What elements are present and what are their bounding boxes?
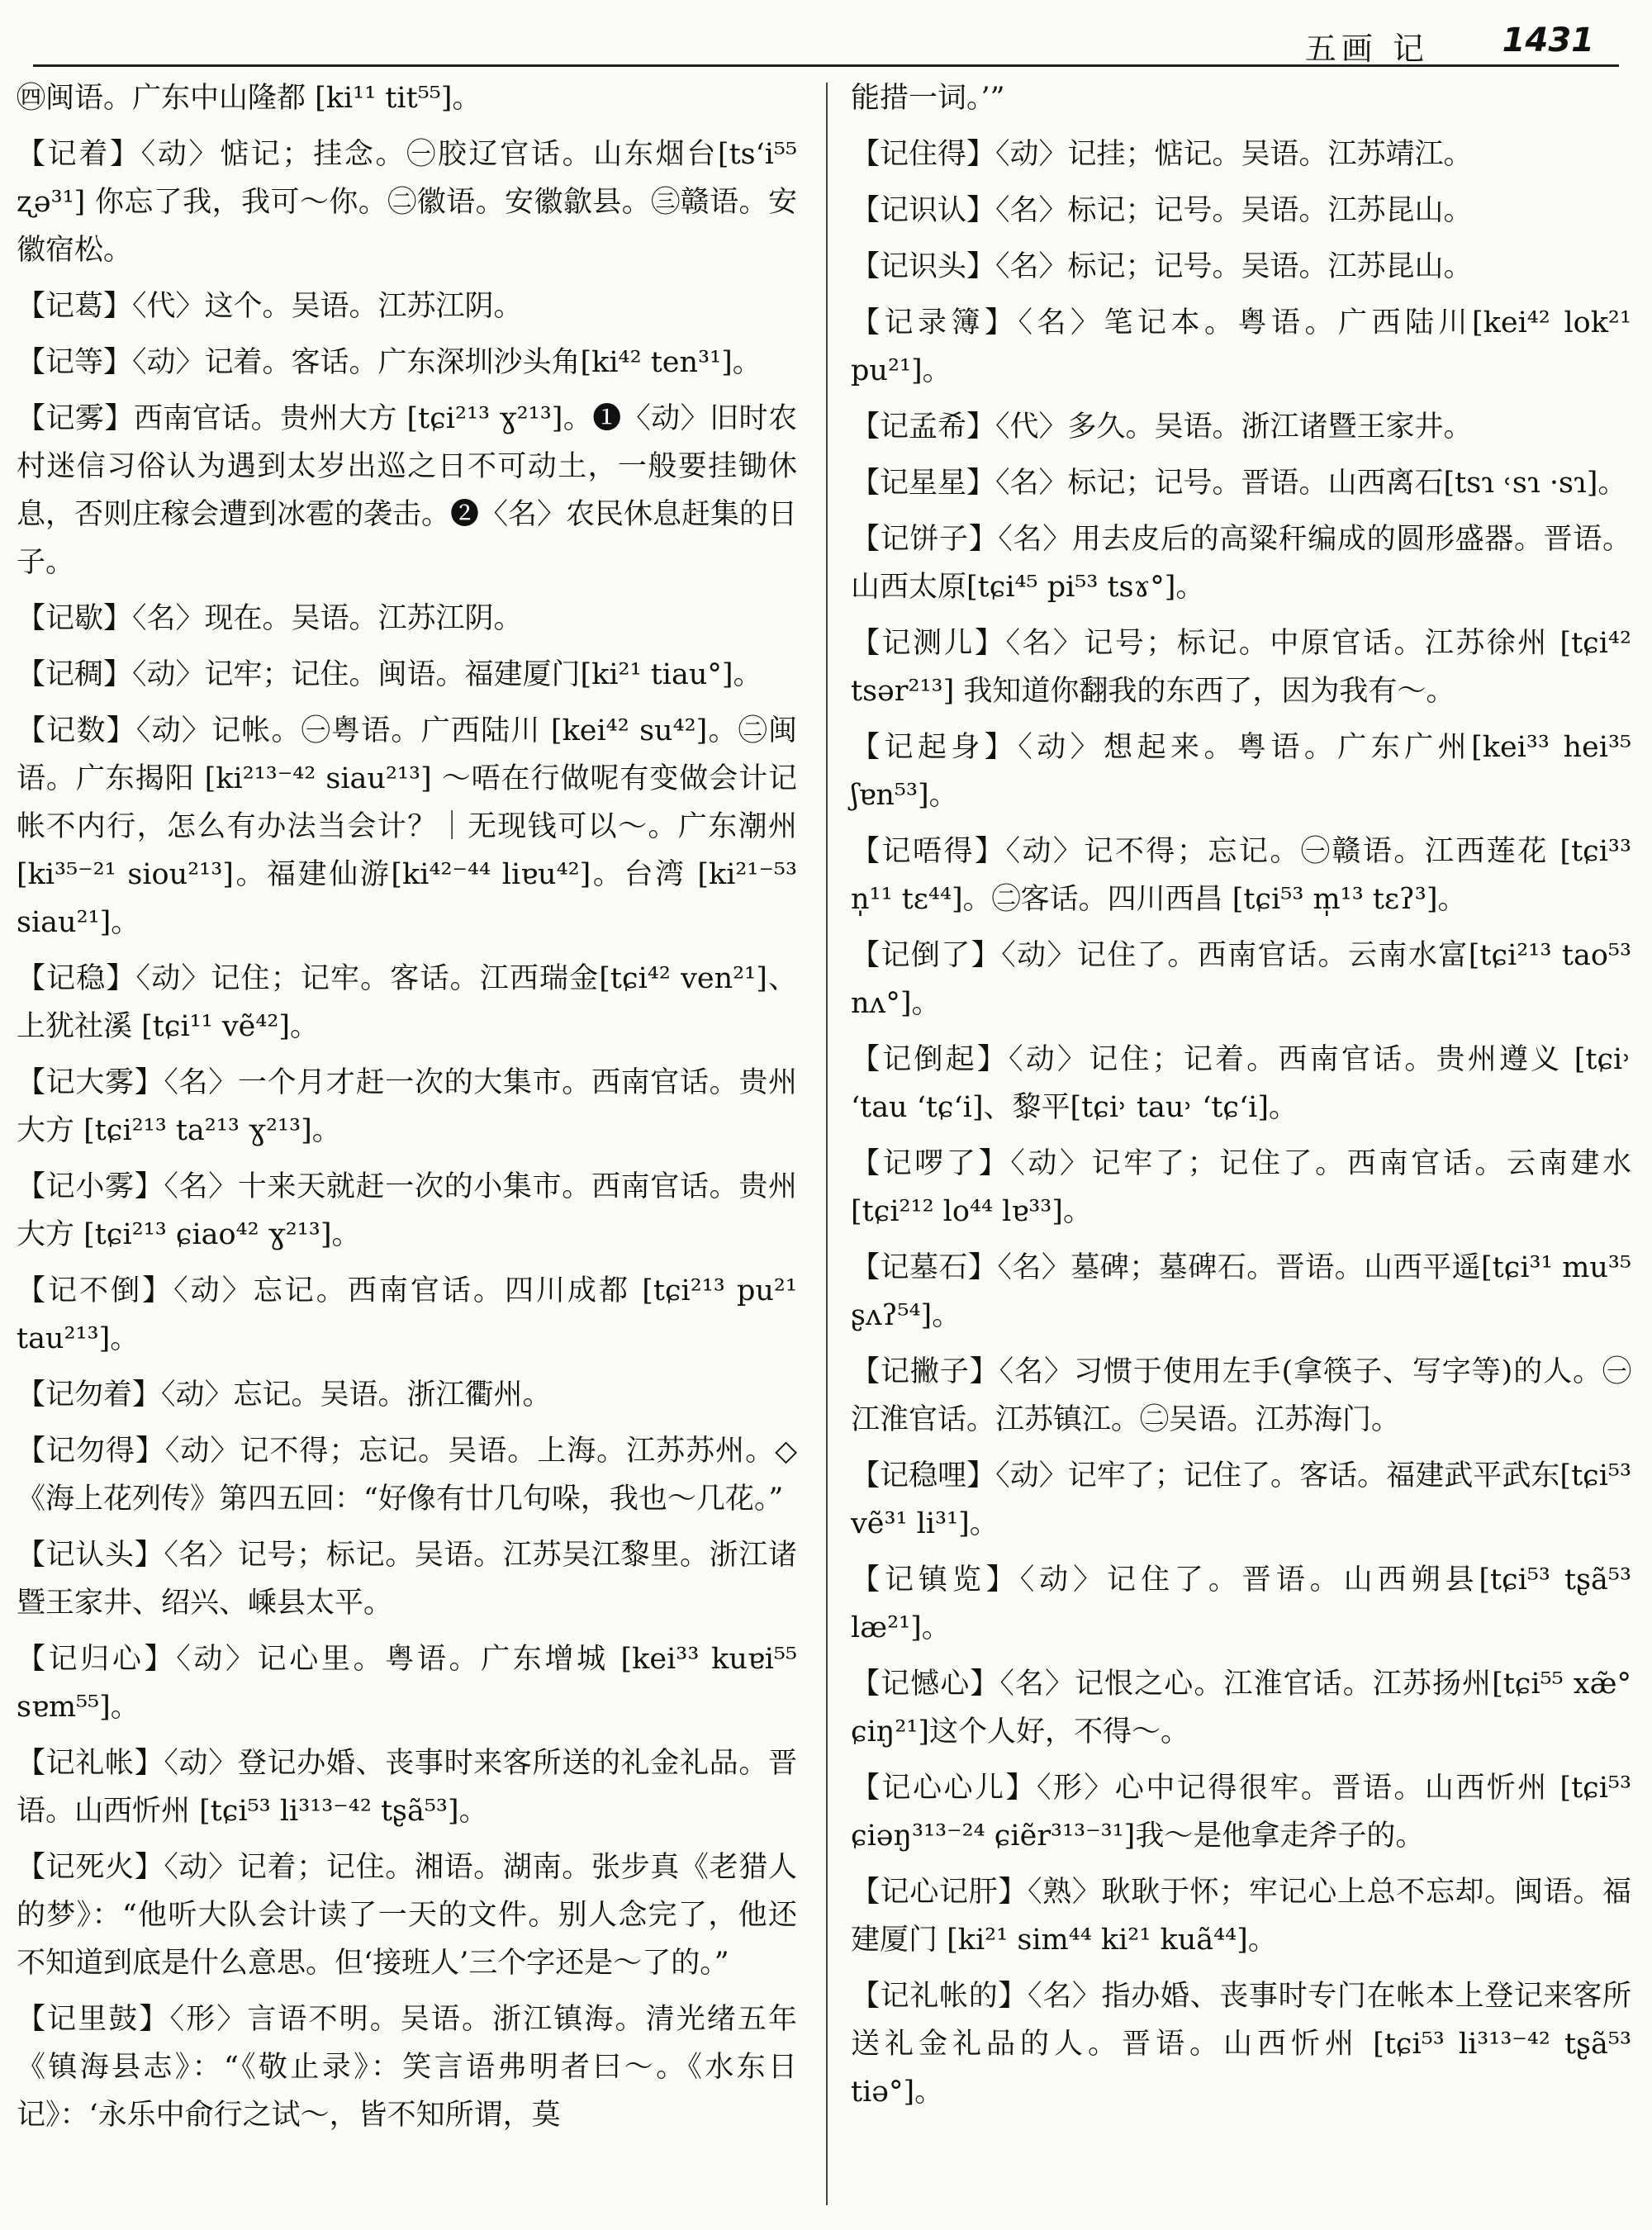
entry-jichou: 【记稠】〈动〉记牢；记住。闽语。福建厦门[ki²¹ tiau°]。 — [17, 658, 762, 691]
entry-jiwude: 【记勿得】〈动〉记不得；忘记。吴语。上海。江苏苏州。◇《海上花列传》第四五回：“好像有廿几句哚，我也～几花。” — [17, 1435, 797, 1516]
entry-jiwenli: 【记稳哩】〈动〉记牢了；记住了。客话。福建武平武东[tɕi⁵³ vẽ³¹ li³¹]。 — [851, 1459, 1631, 1540]
entry-jiluole: 【记啰了】〈动〉记牢了；记住了。西南官话。云南建水[tɕi²¹² lo⁴⁴ lɐ³³]。 — [851, 1147, 1631, 1228]
entry-jirentou: 【记认头】〈名〉记号；标记。吴语。江苏吴江黎里。浙江诸暨王家井、绍兴、嵊县太平。 — [17, 1539, 797, 1620]
right-column — [851, 74, 1631, 2124]
entry-jidawu: 【记大雾】〈名〉一个月才赶一次的大集市。西南官话。贵州大方 [tɕi²¹³ ta²¹³ ɣ²¹³]。 — [17, 1066, 797, 1147]
entry-continuation: 能措一词。’” — [851, 82, 1005, 115]
entry-jidaoqi: 【记倒起】〈动〉记住；记着。西南官话。贵州遵义 [tɕi˒ ‘tau ‘tɕ‘i]、黎平[tɕi˒ tau˒ ‘tɕ‘i]。 — [851, 1043, 1631, 1124]
entry-jige: 【记葛】〈代〉这个。吴语。江苏江阴。 — [17, 290, 523, 323]
entry-jiwen: 【记稳】〈动〉记住；记牢。客话。江西瑞金[tɕi⁴² ven²¹]、上犹社溪 [tɕi¹¹ vẽ⁴²]。 — [17, 962, 797, 1043]
entry-jimushi: 【记墓石】〈名〉墓碑；墓碑石。晋语。山西平遥[tɕi³¹ mu³⁵ ʂʌʔ⁵⁴]。 — [851, 1251, 1631, 1332]
entry-jizhe: 【记着】〈动〉惦记；挂念。㊀胶辽官话。山东烟台[ts‘i⁵⁵ ʐə³¹] 你忘了我，我可～你。㊁徽语。安徽歙县。㊂赣语。安徽宿松。 — [17, 138, 797, 267]
left-column — [17, 74, 797, 2147]
entry-jixie: 【记歇】〈名〉现在。吴语。江苏江阴。 — [17, 602, 523, 635]
running-head: 五画 记 — [1304, 31, 1429, 67]
entry-jixingxing: 【记星星】〈名〉标记；记号。晋语。山西离石[tsɿ ˓sɿ ·sɿ]。 — [851, 467, 1627, 500]
entry-jipiezi: 【记撇子】〈名〉习惯于使用左手(拿筷子、写字等)的人。㊀江淮官话。江苏镇江。㊁吴语。江苏海门。 — [851, 1355, 1631, 1436]
entry-jibingzi: 【记饼子】〈名〉用去皮后的高粱秆编成的圆形盛器。晋语。山西太原[tɕi⁴⁵ pi⁵³ tsɤ°]。 — [851, 523, 1631, 604]
entry-jihanxin: 【记憾心】〈名〉记恨之心。江淮官话。江苏扬州[tɕi⁵⁵ xæ̃° ɕiŋ²¹]这个人好，不得～。 — [851, 1668, 1631, 1748]
header-rule — [33, 64, 1619, 67]
entry-jixiaowu: 【记小雾】〈名〉十来天就赶一次的小集市。西南官话。贵州大方 [tɕi²¹³ ɕiao⁴² ɣ²¹³]。 — [17, 1170, 797, 1251]
entry-jimengxi: 【记孟希】〈代〉多久。吴语。浙江诸暨王家井。 — [851, 410, 1473, 444]
entry-jishiren: 【记识认】〈名〉标记；记号。吴语。江苏昆山。 — [851, 194, 1473, 227]
entry-continuation: ㊃闽语。广东中山隆都 [ki¹¹ tit⁵⁵]。 — [17, 82, 482, 115]
entry-jiwu: 【记雾】西南官话。贵州大方 [tɕi²¹³ ɣ²¹³]。❶〈动〉旧时农村迷信习俗认为遇到太岁出巡之日不可动土，一般要挂锄休息，否则庄稼会遭到冰雹的袭击。❷〈名〉农民休息赶集的日子。 — [17, 402, 798, 579]
entry-jiwude2: 【记唔得】〈动〉记不得；忘记。㊀赣语。江西莲花 [tɕi³³ n̩¹¹ tɛ⁴⁴]。㊁客话。四川西昌 [tɕi⁵³ m̩¹³ tɛʔ³]。 — [851, 835, 1631, 916]
column-divider — [826, 83, 828, 2205]
entry-jiqishen: 【记起身】〈动〉想起来。粤语。广东广州[kei³³ hei³⁵ ʃɐn⁵³]。 — [851, 731, 1631, 812]
entry-jicer: 【记测儿】〈名〉记号；标记。中原官话。江苏徐州 [tɕi⁴² tsər²¹³] 我知道你翻我的东西了，因为我有～。 — [851, 627, 1631, 708]
page-header — [33, 15, 1619, 67]
entry-jiguixin: 【记归心】〈动〉记心里。粤语。广东增城 [kei³³ kuɐi⁵⁵ sɐm⁵⁵]。 — [17, 1643, 797, 1724]
entry-jilizhangde: 【记礼帐的】〈名〉指办婚、丧事时专门在帐本上登记来客所送礼金礼品的人。晋语。山西忻州 [tɕi⁵³ li³¹³⁻⁴² tʂã⁵³ tiə°]。 — [851, 1980, 1631, 2109]
entry-jiligu: 【记里鼓】〈形〉言语不明。吴语。浙江镇海。清光绪五年《镇海县志》：“《敬止录》：笑言语弗明者曰～。《水东日记》：‘永乐中俞行之试～，皆不知所谓，莫 — [17, 2003, 797, 2132]
entry-jizhude: 【记住得】〈动〉记挂；惦记。吴语。江苏靖江。 — [851, 138, 1473, 171]
page-number: 1431 — [1502, 21, 1594, 59]
entry-jisihuo: 【记死火】〈动〉记着；记住。湘语。湖南。张步真《老猎人的梦》：“他听大队会计读了一天的文件。别人念完了，他还不知道到底是什么意思。但‘接班人’三个字还是～了的。” — [17, 1851, 797, 1980]
entry-jidaole: 【记倒了】〈动〉记住了。西南官话。云南水富[tɕi²¹³ tao⁵³ nʌ°]。 — [851, 939, 1631, 1020]
entry-jizhenlan: 【记镇览】〈动〉记住了。晋语。山西朔县[tɕi⁵³ tʂã⁵³ læ²¹]。 — [851, 1563, 1631, 1644]
entry-jishitou: 【记识头】〈名〉标记；记号。吴语。江苏昆山。 — [851, 250, 1473, 283]
entry-jilizhang: 【记礼帐】〈动〉登记办婚、丧事时来客所送的礼金礼品。晋语。山西忻州 [tɕi⁵³ li³¹³⁻⁴² tʂã⁵³]。 — [17, 1747, 797, 1828]
entry-jixinjigan: 【记心记肝】〈熟〉耿耿于怀；牢记心上总不忘却。闽语。福建厦门 [ki²¹ sim⁴⁴ ki²¹ kuã⁴⁴]。 — [851, 1876, 1631, 1957]
entry-jibudao: 【记不倒】〈动〉忘记。西南官话。四川成都 [tɕi²¹³ pu²¹ tau²¹³]。 — [17, 1274, 797, 1355]
entry-jilubu: 【记录簿】〈名〉笔记本。粤语。广西陆川[kei⁴² lok²¹ pu²¹]。 — [851, 306, 1631, 387]
entry-jixinxiner: 【记心心儿】〈形〉心中记得很牢。晋语。山西忻州 [tɕi⁵³ ɕiəŋ³¹³⁻²⁴ ɕiẽr³¹³⁻³¹]我～是他拿走斧子的。 — [851, 1772, 1631, 1853]
entry-jishu: 【记数】〈动〉记帐。㊀粤语。广西陆川 [kei⁴² su⁴²]。㊁闽语。广东揭阳 [ki²¹³⁻⁴² siau²¹³] ～唔在行做呢有变做会计记帐不内行，怎么有办法当会计？｜无现钱可以～。广东潮州[ki³⁵⁻²¹ siou²¹³]。福建仙游[ki⁴²⁻⁴⁴ liɐu⁴²]。台湾 [ki²¹⁻⁵³ siau²¹]。 — [17, 714, 797, 939]
entry-jiwuzhe: 【记勿着】〈动〉忘记。吴语。浙江衢州。 — [17, 1378, 552, 1412]
entry-jideng: 【记等】〈动〉记着。客话。广东深圳沙头角[ki⁴² ten³¹]。 — [17, 346, 762, 379]
